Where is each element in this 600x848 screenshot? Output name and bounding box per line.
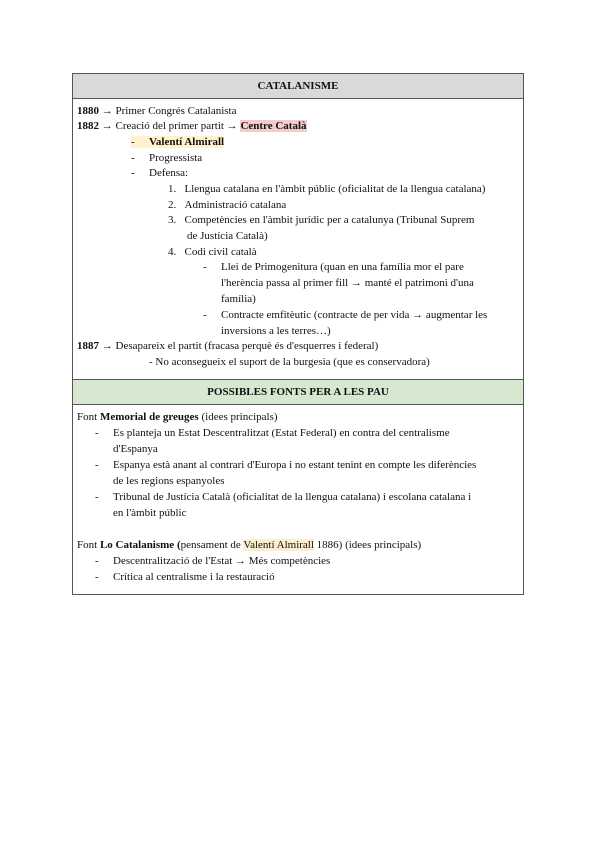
codi-civil-item-1: - Llei de Primogenitura (quan en una família mor el pare	[203, 261, 464, 273]
defensa-item-2: 2. Administració catalana	[168, 199, 287, 211]
line-1887: 1887 → Desapareix el partit (fracasa perquè és d'esquerres i federal)	[77, 340, 379, 352]
lo-item-1: - Descentralització de l'Estat → Més competències	[95, 555, 331, 567]
memorial-item-2-cont: de les regions espanyoles	[113, 475, 225, 487]
memorial-item-2: - Espanya està anant al contrari d'Europa i no estant tenint en compte les diferències	[95, 459, 477, 471]
lo-item-2: - Crítica al centralisme i la restauració	[95, 571, 275, 583]
lo-catalanisme-title-line: Font Lo Catalanisme (pensament de Valentí Almirall 1886) (idees principals)	[77, 539, 422, 551]
catalanisme-section	[73, 99, 523, 379]
memorial-item-3: - Tribunal de Justícia Català (oficialitat de la llengua catalana) i escolana catalana i	[95, 491, 472, 503]
codi-civil-item-1-cont-a: l'herència passa al primer fill → manté el patrimoni d'una	[221, 277, 474, 289]
line-1880: 1880 → Primer Congrés Catalanista	[77, 105, 237, 117]
author-almirall: Valentí Almirall	[243, 539, 314, 551]
bullet-almirall: - Valentí Almirall	[131, 136, 225, 148]
line-1887-sub: - No aconsegueix el suport de la burgesia (que es conservadora)	[149, 356, 430, 368]
year-1887: 1887	[77, 340, 99, 352]
catalanisme-header: CATALANISME	[73, 74, 523, 99]
defensa-item-3-cont: de Justícia Català)	[187, 230, 268, 242]
defensa-item-4: 4. Codi civil català	[168, 246, 257, 258]
bullet-progressista: - Progressista	[131, 152, 203, 164]
defensa-item-3: 3. Competències en l'àmbit jurídic per a catalunya (Tribunal Suprem	[168, 214, 475, 226]
centre-catala: Centre Català	[240, 120, 307, 132]
line-1882: 1882 → Creació del primer partit → Centre Català	[77, 120, 307, 132]
codi-civil-item-1-cont-b: família)	[221, 293, 256, 305]
year-1882: 1882	[77, 120, 99, 132]
defensa-item-1: 1. Llengua catalana en l'àmbit públic (oficialitat de la llengua catalana)	[168, 183, 486, 195]
codi-civil-item-2-cont: inversions a les terres…)	[221, 325, 331, 337]
year-1880: 1880	[77, 105, 99, 117]
fonts-section	[73, 405, 523, 594]
memorial-item-1: - Es planteja un Estat Descentralitzat (Estat Federal) en contra del centralisme	[95, 427, 450, 439]
memorial-item-3-cont: en l'àmbit públic	[113, 507, 187, 519]
memorial-title: Memorial de greuges	[99, 411, 199, 423]
bullet-defensa: - Defensa:	[131, 167, 189, 179]
lo-catalanisme-title: Lo Catalanisme (	[99, 539, 181, 551]
fonts-header: POSSIBLES FONTS PER A LES PAU	[73, 379, 523, 405]
memorial-item-1-cont: d'Espanya	[113, 443, 158, 455]
codi-civil-item-2: - Contracte emfitèutic (contracte de per vida → augmentar les	[203, 309, 488, 321]
memorial-title-line: Font Memorial de greuges (idees principals)	[77, 411, 278, 423]
notes-table	[72, 73, 524, 595]
